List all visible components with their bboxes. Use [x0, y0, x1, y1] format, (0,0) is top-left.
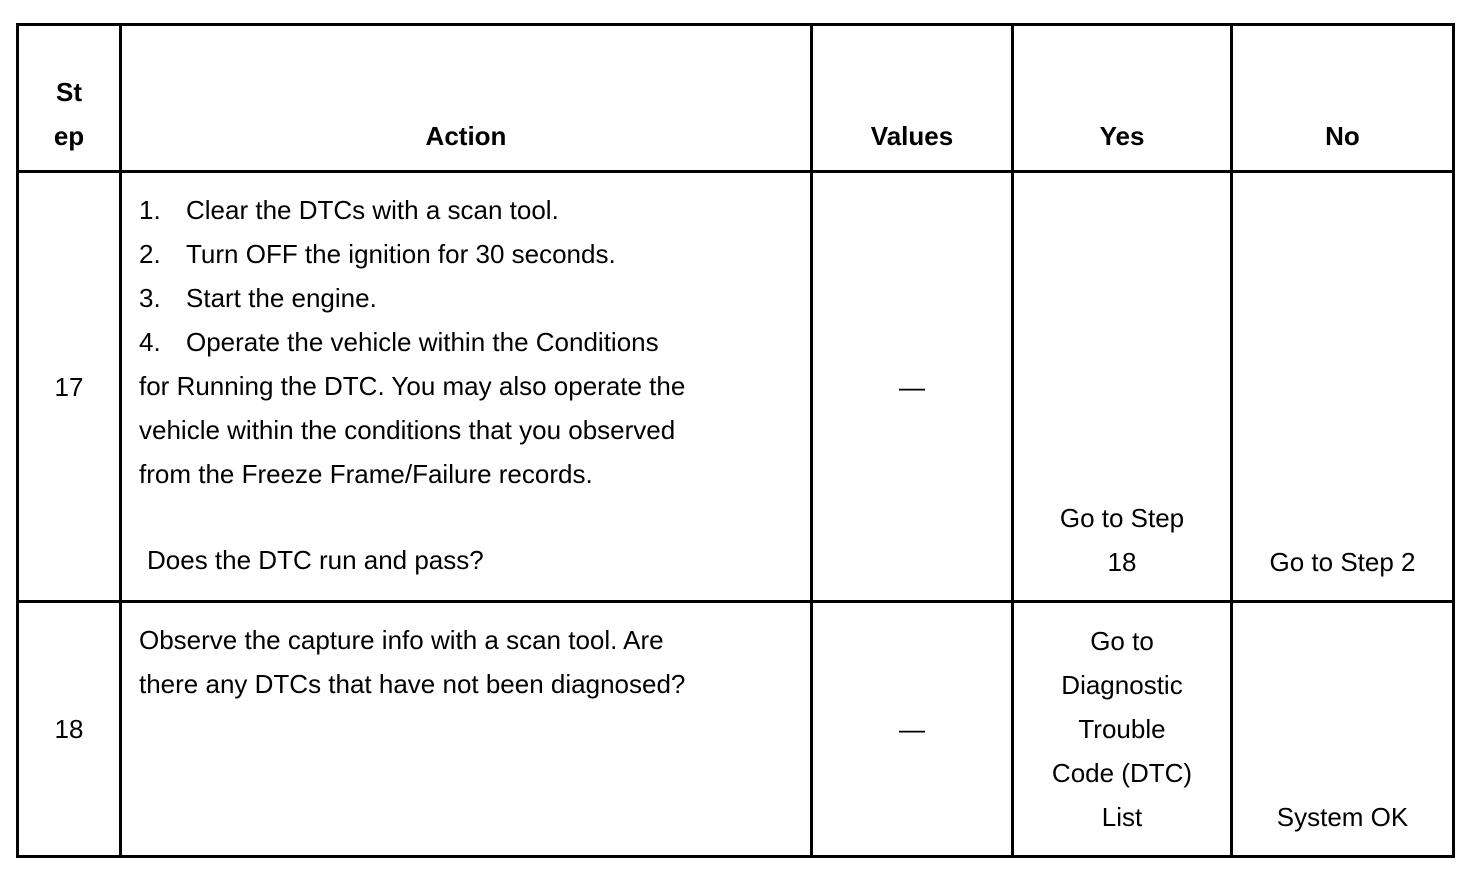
header-step	[18, 25, 121, 172]
action-cell	[121, 602, 812, 857]
table-row-step-18	[18, 602, 1454, 857]
action-list-item	[139, 276, 792, 320]
values-cell: —	[812, 172, 1013, 602]
header-row	[18, 25, 1454, 172]
yes-line: Go to	[1090, 626, 1154, 656]
yes-cell	[1013, 172, 1232, 602]
action-continuation-line: vehicle within the conditions that you observed	[139, 415, 676, 445]
header-step-line-2: ep	[53, 121, 85, 151]
no-line: Go to Step 2	[1269, 547, 1416, 577]
step-number: 17	[18, 172, 121, 602]
action-question: Does the DTC run and pass?	[147, 545, 484, 575]
list-number: 4.	[139, 327, 161, 357]
action-continuation-line: for Running the DTC. You may also operate the	[139, 371, 686, 401]
action-line: there any DTCs that have not been diagnosed?	[139, 669, 686, 699]
list-text: Turn OFF the ignition for 30 seconds.	[186, 239, 616, 269]
step-number: 18	[18, 602, 121, 857]
action-line: Observe the capture info with a scan tool. Are	[139, 625, 664, 655]
yes-line: 18	[1107, 547, 1137, 577]
list-number: 2.	[139, 239, 161, 269]
yes-cell	[1013, 602, 1232, 857]
action-continuation-line: from the Freeze Frame/Failure records.	[139, 459, 593, 489]
header-no: No	[1232, 25, 1454, 172]
action-list-item	[139, 320, 792, 364]
diagnostic-table	[16, 23, 1455, 858]
action-list-item	[139, 188, 792, 232]
table-row-step-17	[18, 172, 1454, 602]
action-cell	[121, 172, 812, 602]
yes-line: List	[1101, 802, 1143, 832]
no-line: System OK	[1276, 802, 1409, 832]
header-action: Action	[121, 25, 812, 172]
yes-line: Go to Step	[1059, 503, 1185, 533]
yes-line: Diagnostic	[1061, 670, 1183, 700]
header-step-line-1: St	[56, 77, 82, 107]
yes-line: Trouble	[1078, 714, 1166, 744]
header-yes: Yes	[1013, 25, 1232, 172]
values-cell: —	[812, 602, 1013, 857]
no-cell	[1232, 602, 1454, 857]
header-values: Values	[812, 25, 1013, 172]
yes-line: Code (DTC)	[1051, 758, 1193, 788]
spacer	[139, 496, 792, 538]
list-number: 3.	[139, 283, 161, 313]
action-list-item	[139, 232, 792, 276]
list-text: Operate the vehicle within the Conditions	[186, 327, 659, 357]
list-text: Clear the DTCs with a scan tool.	[186, 195, 559, 225]
no-cell	[1232, 172, 1454, 602]
list-number: 1.	[139, 195, 161, 225]
list-text: Start the engine.	[186, 283, 377, 313]
